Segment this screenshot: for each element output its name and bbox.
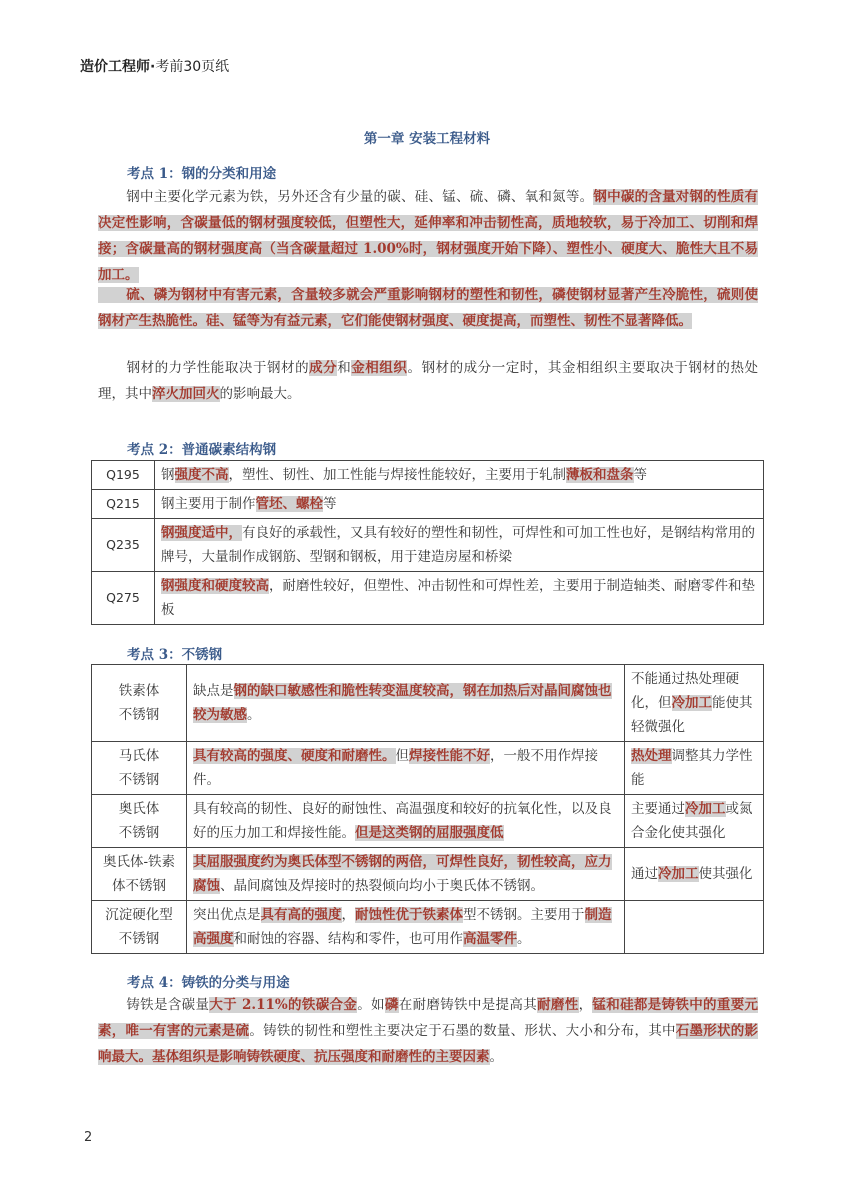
type-label: 铁素体 不锈钢 [92,665,187,742]
grade-description: 钢强度适中，有良好的承载性，又具有较好的塑性和韧性，可焊性和可加工性也好，是钢结构常用的牌号，大量制作成钢筋、型钢和钢板，用于建造房屋和桥梁 [155,519,764,572]
type-description: 缺点是钢的缺口敏感性和脆性转变温度较高，钢在加热后对晶间腐蚀也较为敏感。 [187,665,625,742]
type-label: 奥氏体 不锈钢 [92,795,187,848]
table-row [92,665,764,742]
section-2-title: 考点 2：普通碳素结构钢 [127,442,277,458]
highlight: 硫、磷为钢材中有害元素，含量较多就会严重影响钢材的塑性和韧性，磷使钢材显著产生冷脆性，硫则使钢材产生热脆性。硅、锰等为有益元素，它们能使钢材强度、硬度提高，而塑性、韧性不显著降低。 [98,287,758,329]
section-1-paragraph-2 [98,282,758,334]
type-label: 马氏体 不锈钢 [92,742,187,795]
table-row [92,572,764,625]
grade-label: Q195 [92,461,155,490]
grade-description: 钢强度和硬度较高，耐磨性较好，但塑性、冲击韧性和可焊性差，主要用于制造轴类、耐磨零件和垫板 [155,572,764,625]
table-row [92,848,764,901]
type-strengthening: 通过冷加工使其强化 [625,848,764,901]
section-1-paragraph-1: 钢中主要化学元素为铁，另外还含有少量的碳、硅、锰、硫、磷、氧和氮等。钢中碳的含量对钢的性质有决定性影响，含碳量低的钢材强度较低，但塑性大，延伸率和冲击韧性高，质地较软，易于冷加工、切削和焊接；含碳量高的钢材强度高（当含碳量超过 1.00%时，钢材强度开始下降）、塑性小、硬度大、脆性大且不易加工。 [98,189,759,283]
grade-label: Q275 [92,572,155,625]
grade-label: Q215 [92,490,155,519]
type-description: 其屈服强度约为奥氏体型不锈钢的两倍，可焊性良好，韧性较高，应力腐蚀、晶间腐蚀及焊接时的热裂倾向均小于奥氏体不锈钢。 [187,848,625,901]
table-row [92,461,764,490]
type-strengthening: 主要通过冷加工或氮合金化使其强化 [625,795,764,848]
grade-label: Q235 [92,519,155,572]
chapter-title: 第一章 安装工程材料 [363,131,491,147]
section-3-title: 考点 3：不锈钢 [127,647,223,663]
table-row [92,742,764,795]
table-row [92,519,764,572]
page-header [80,56,229,76]
grade-description: 钢强度不高，塑性、韧性、加工性能与焊接性能较好，主要用于轧制薄板和盘条等 [155,461,764,490]
section-1-paragraph-3: 钢材的力学性能取决于钢材的成分和金相组织。钢材的成分一定时，其金相组织主要取决于钢材的热处理，其中淬火加回火的影响最大。 [98,360,759,402]
type-description: 具有较高的强度、硬度和耐磨性。但焊接性能不好，一般不用作焊接件。 [187,742,625,795]
type-description: 具有较高的韧性、良好的耐蚀性、高温强度和较好的抗氧化性，以及良好的压力加工和焊接性能。但是这类钢的屈服强度低 [187,795,625,848]
type-label: 奥氏体-铁素 体不锈钢 [92,848,187,901]
carbon-steel-table [91,460,764,625]
page-number: 2 [84,1130,93,1145]
type-strengthening: 不能通过热处理硬化，但冷加工能使其轻微强化 [625,665,764,742]
grade-description: 钢主要用于制作管坯、螺栓等 [155,490,764,519]
section-1-title: 考点 1：钢的分类和用途 [127,166,277,182]
header-subtitle: 考前30页纸 [155,59,230,75]
highlight: 淬火加回火 [152,386,220,402]
stainless-steel-table [91,664,764,954]
header-title: 造价工程师 [80,59,150,75]
highlight: 钢中碳的含量对钢的性质有决定性影响，含碳量低的钢材强度较低，但塑性大，延伸率和冲击韧性高，质地较软，易于冷加工、切削和焊接；含碳量高的钢材强度高（当含碳量超过 1.00%时，钢材强度开始下降）、塑性小、硬度大、脆性大且不易加工。 [98,189,759,283]
table-row [92,490,764,519]
highlight: 成分 [309,360,338,376]
type-description: 突出优点是具有高的强度，耐蚀性优于铁素体型不锈钢。主要用于制造高强度和耐蚀的容器、结构和零件，也可用作高温零件。 [187,901,625,954]
type-label: 沉淀硬化型 不锈钢 [92,901,187,954]
section-4-paragraph: 铸铁是含碳量大于 2.11%的铁碳合金。如磷在耐磨铸铁中是提高其耐磨性，锰和硅都是铸铁中的重要元素，唯一有害的元素是硫。铸铁的韧性和塑性主要决定于石墨的数量、形状、大小和分布，其中石墨形状的影响最大。基体组织是影响铸铁硬度、抗压强度和耐磨性的主要因素。 [98,997,759,1065]
highlight: 金相组织 [351,360,408,376]
type-strengthening [625,901,764,954]
header-dot: · [150,59,156,75]
type-strengthening: 热处理调整其力学性能 [625,742,764,795]
table-row [92,901,764,954]
section-4-title: 考点 4：铸铁的分类与用途 [127,975,290,991]
table-row [92,795,764,848]
